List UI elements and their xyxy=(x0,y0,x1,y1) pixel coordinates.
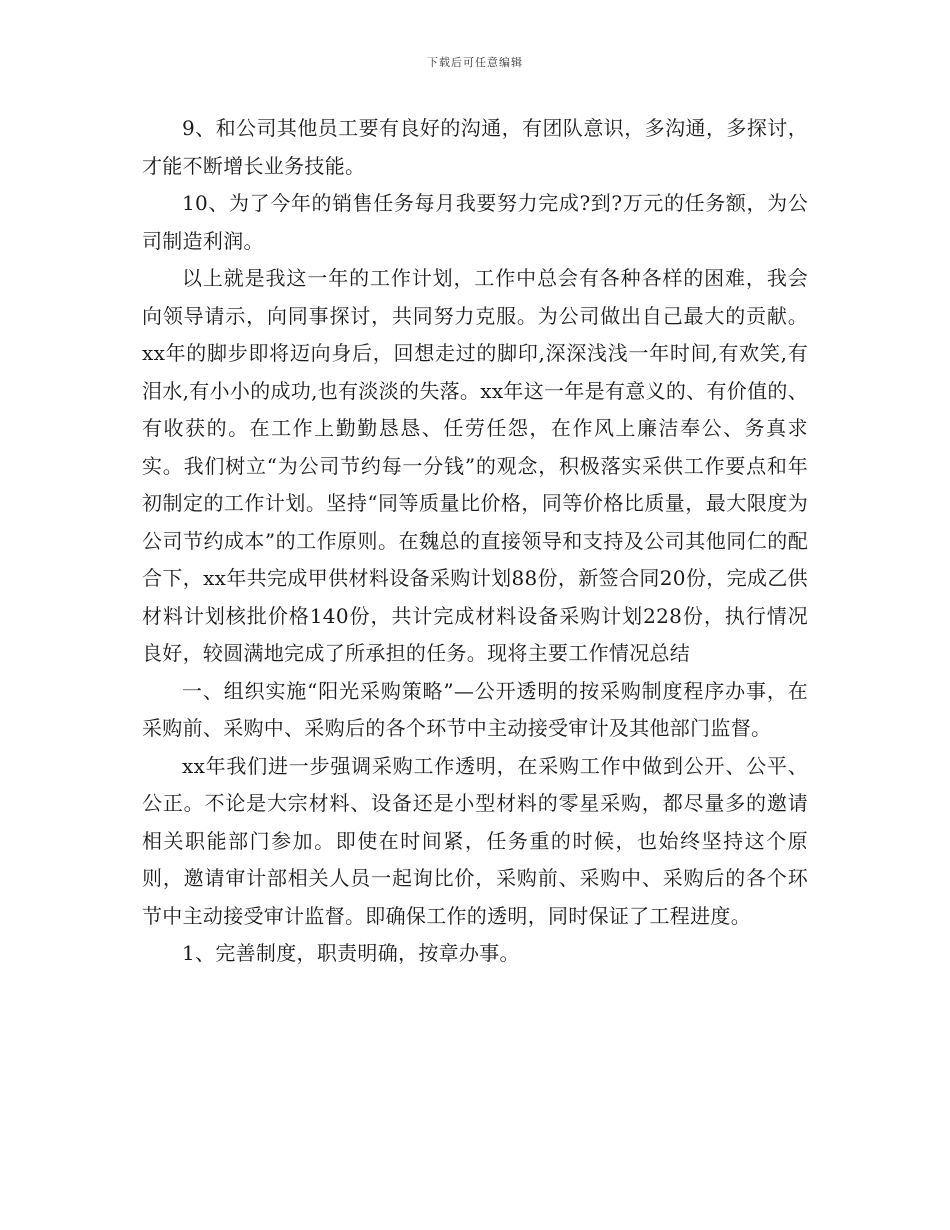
paragraph-subitem-1: 1、完善制度，职责明确，按章办事。 xyxy=(182,941,520,965)
document-body xyxy=(142,110,808,973)
paragraph-section-one: 一、组织实施“阳光采购策略”—公开透明的按采购制度程序办事，在采购前、采购中、采购后的各个环节中主动接受审计及其他部门监督。 xyxy=(142,678,808,740)
page-header-note: 下载后可任意编辑 xyxy=(427,56,523,69)
paragraph-summary: 以上就是我这一年的工作计划，工作中总会有各种各样的困难，我会向领导请示，向同事探讨，共同努力克服。为公司做出自己最大的贡献。 xx年的脚步即将迈向身后，回想走过的脚印,深深浅浅一年时间,有欢笑,有泪水,有小小的成功,也有淡淡的失落。xx年这一年是有意义的、有价值的、有收获的。在工作上勤勤恳恳、任劳任怨，在作风上廉洁奉公、务真求实。我们树立“为公司节约每一分钱”的观念，积极落实采供工作要点和年初制定的工作计划。坚持“同等质量比价格，同等价格比质量，最大限度为公司节约成本”的工作原则。在魏总的直接领导和支持及公司其他同仁的配合下，xx年共完成甲供材料设备采购计划88份，新签合同20份，完成乙供材料计划核批价格140份，共计完成材料设备采购计划228份，执行情况良好，较圆满地完成了所承担的任务。现将主要工作情况总结 xyxy=(142,266,808,665)
paragraph-item-10: 10、为了今年的销售任务每月我要努力完成?到?万元的任务额，为公司制造利润。 xyxy=(142,191,808,253)
paragraph-item-9: 9、和公司其他员工要有良好的沟通，有团队意识，多沟通，多探讨，才能不断增长业务技能。 xyxy=(142,116,808,178)
paragraph-transparency: xx年我们进一步强调采购工作透明，在采购工作中做到公开、公平、公正。不论是大宗材料、设备还是小型材料的零星采购，都尽量多的邀请相关职能部门参加。即使在时间紧，任务重的时候，也始终坚持这个原则，邀请审计部相关人员一起询比价，采购前、采购中、采购后的各个环节中主动接受审计监督。即确保工作的透明，同时保证了工程进度。 xyxy=(142,753,808,928)
